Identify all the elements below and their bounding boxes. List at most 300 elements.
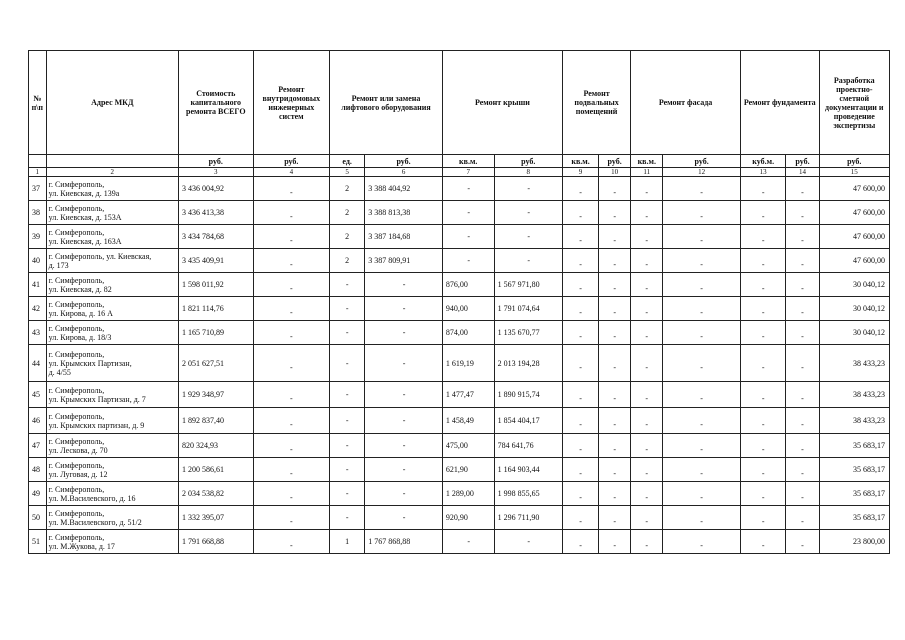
design-cell: 47 600,00: [819, 177, 889, 201]
row-number: 50: [29, 506, 47, 530]
total-cell: 1 892 837,40: [179, 408, 254, 434]
lift-sum-cell: -: [365, 382, 443, 408]
facade-sum-cell: [663, 225, 741, 249]
design-cell: 35 683,17: [819, 458, 889, 482]
roof-area-cell: 876,00: [442, 273, 494, 297]
basement-area-cell: [562, 249, 598, 273]
lift-sum-cell: 3 388 404,92: [365, 177, 443, 201]
roof-area-cell: 621,90: [442, 458, 494, 482]
dash-mark: -: [645, 308, 649, 317]
total-cell: 1 821 114,76: [179, 297, 254, 321]
address-cell: г. Симферополь, ул. Киевская, д. 153А: [46, 201, 178, 225]
address-cell: г. Симферополь, ул. М.Василевского, д. 51/2: [46, 506, 178, 530]
basement-area-cell: [562, 201, 598, 225]
header-no: № п\п: [29, 51, 47, 155]
foundation-vol-cell: [740, 297, 786, 321]
facade-area-cell: [631, 297, 663, 321]
facade-sum-cell: [663, 201, 741, 225]
dash-mark: -: [613, 469, 616, 478]
dash-mark: -: [700, 445, 703, 454]
total-cell: 820 324,93: [179, 434, 254, 458]
basement-area-cell: [562, 297, 598, 321]
header-roof: Ремонт крыши: [442, 51, 562, 155]
dash-mark: -: [761, 394, 765, 403]
header-foundation: Ремонт фундамента: [740, 51, 819, 155]
foundation-vol-cell: [740, 249, 786, 273]
engineering-cell: [253, 434, 330, 458]
address-cell: г. Симферополь, ул. Луговая, д. 12: [46, 458, 178, 482]
dash-mark: -: [289, 308, 293, 317]
roof-area-cell: -: [442, 177, 494, 201]
basement-sum-cell: [599, 273, 631, 297]
row-number: 49: [29, 482, 47, 506]
lift-sum-cell: 3 388 813,38: [365, 201, 443, 225]
column-number: 8: [494, 168, 562, 177]
dash-mark: -: [289, 362, 293, 372]
facade-sum-cell: [663, 382, 741, 408]
dash-mark: -: [700, 517, 703, 526]
lift-qty-cell: 2: [330, 249, 365, 273]
lift-qty-cell: -: [330, 482, 365, 506]
row-number: 41: [29, 273, 47, 297]
dash-mark: -: [801, 469, 804, 478]
foundation-vol-cell: [740, 225, 786, 249]
dash-mark: -: [801, 332, 804, 341]
lift-qty-cell: -: [330, 434, 365, 458]
dash-mark: -: [761, 493, 765, 502]
row-number: 37: [29, 177, 47, 201]
dash-mark: -: [801, 362, 804, 372]
unit-cell: кв.м.: [442, 155, 494, 168]
total-cell: 1 929 348,97: [179, 382, 254, 408]
dash-mark: -: [761, 517, 765, 526]
foundation-sum-cell: [786, 434, 819, 458]
dash-mark: -: [801, 420, 804, 429]
dash-mark: -: [289, 420, 293, 429]
roof-sum-cell: -: [494, 201, 562, 225]
foundation-sum-cell: [786, 458, 819, 482]
dash-mark: -: [289, 260, 293, 269]
basement-area-cell: [562, 273, 598, 297]
facade-sum-cell: [663, 530, 741, 554]
dash-mark: -: [700, 236, 703, 245]
lift-sum-cell: 3 387 184,68: [365, 225, 443, 249]
column-number: 13: [740, 168, 786, 177]
unit-cell: руб.: [599, 155, 631, 168]
dash-mark: -: [289, 332, 293, 341]
foundation-vol-cell: [740, 345, 786, 382]
column-number: 7: [442, 168, 494, 177]
lift-qty-cell: 2: [330, 201, 365, 225]
lift-qty-cell: -: [330, 382, 365, 408]
dash-mark: -: [801, 188, 804, 197]
lift-qty-cell: 2: [330, 177, 365, 201]
dash-mark: -: [801, 541, 804, 550]
roof-sum-cell: -: [494, 225, 562, 249]
basement-sum-cell: [599, 506, 631, 530]
foundation-vol-cell: [740, 273, 786, 297]
foundation-vol-cell: [740, 408, 786, 434]
foundation-sum-cell: [786, 297, 819, 321]
row-number: 39: [29, 225, 47, 249]
design-cell: 30 040,12: [819, 273, 889, 297]
foundation-vol-cell: [740, 177, 786, 201]
dash-mark: -: [579, 236, 582, 245]
column-number: 15: [819, 168, 889, 177]
roof-sum-cell: -: [494, 249, 562, 273]
lift-sum-cell: 3 387 809,91: [365, 249, 443, 273]
table-row: [29, 321, 890, 345]
dash-mark: -: [579, 394, 582, 403]
unit-cell: руб.: [494, 155, 562, 168]
roof-sum-cell: 1 135 670,77: [494, 321, 562, 345]
roof-area-cell: -: [442, 530, 494, 554]
engineering-cell: [253, 482, 330, 506]
total-cell: 1 165 710,89: [179, 321, 254, 345]
column-number: 5: [330, 168, 365, 177]
dash-mark: -: [761, 308, 765, 317]
facade-area-cell: [631, 321, 663, 345]
roof-sum-cell: 1 854 404,17: [494, 408, 562, 434]
unit-cell: кв.м.: [631, 155, 663, 168]
dash-mark: -: [801, 394, 804, 403]
facade-sum-cell: [663, 177, 741, 201]
dash-mark: -: [579, 308, 582, 317]
dash-mark: -: [761, 541, 765, 550]
facade-area-cell: [631, 273, 663, 297]
unit-cell: руб.: [253, 155, 330, 168]
engineering-cell: [253, 345, 330, 382]
row-number: 45: [29, 382, 47, 408]
lift-qty-cell: -: [330, 458, 365, 482]
dash-mark: -: [613, 188, 616, 197]
dash-mark: -: [289, 188, 293, 197]
dash-mark: -: [613, 284, 616, 293]
roof-area-cell: -: [442, 201, 494, 225]
facade-sum-cell: [663, 297, 741, 321]
roof-area-cell: 1 477,47: [442, 382, 494, 408]
roof-sum-cell: 784 641,76: [494, 434, 562, 458]
dash-mark: -: [645, 188, 649, 197]
table-row: [29, 434, 890, 458]
column-number: 12: [663, 168, 741, 177]
design-cell: 38 433,23: [819, 345, 889, 382]
dash-mark: -: [645, 212, 649, 221]
basement-area-cell: [562, 482, 598, 506]
facade-area-cell: [631, 506, 663, 530]
address-cell: г. Симферополь, ул. Киевская, д. 163А: [46, 225, 178, 249]
column-number: 11: [631, 168, 663, 177]
roof-sum-cell: 1 567 971,80: [494, 273, 562, 297]
dash-mark: -: [801, 236, 804, 245]
engineering-cell: [253, 408, 330, 434]
dash-mark: -: [700, 469, 703, 478]
total-cell: 3 435 409,91: [179, 249, 254, 273]
unit-cell: руб.: [819, 155, 889, 168]
foundation-vol-cell: [740, 458, 786, 482]
basement-sum-cell: [599, 382, 631, 408]
foundation-sum-cell: [786, 408, 819, 434]
dash-mark: -: [579, 541, 582, 550]
unit-cell: кв.м.: [562, 155, 598, 168]
foundation-sum-cell: [786, 506, 819, 530]
basement-sum-cell: [599, 408, 631, 434]
lift-sum-cell: -: [365, 345, 443, 382]
total-cell: 3 436 413,38: [179, 201, 254, 225]
header-row: [29, 51, 890, 155]
design-cell: 38 433,23: [819, 382, 889, 408]
facade-sum-cell: [663, 506, 741, 530]
foundation-vol-cell: [740, 201, 786, 225]
dash-mark: -: [801, 493, 804, 502]
dash-mark: -: [700, 541, 703, 550]
dash-mark: -: [289, 517, 293, 526]
lift-qty-cell: -: [330, 321, 365, 345]
lift-qty-cell: -: [330, 408, 365, 434]
facade-sum-cell: [663, 321, 741, 345]
design-cell: 38 433,23: [819, 408, 889, 434]
row-number: 51: [29, 530, 47, 554]
row-number: 43: [29, 321, 47, 345]
dash-mark: -: [700, 394, 703, 403]
dash-mark: -: [613, 236, 616, 245]
row-number: 42: [29, 297, 47, 321]
basement-sum-cell: [599, 530, 631, 554]
lift-sum-cell: -: [365, 506, 443, 530]
dash-mark: -: [579, 420, 582, 429]
facade-area-cell: [631, 345, 663, 382]
roof-sum-cell: 1 296 711,90: [494, 506, 562, 530]
dash-mark: -: [289, 469, 293, 478]
row-number: 44: [29, 345, 47, 382]
address-cell: г. Симферополь, ул. Крымских Партизан, д. 4/55: [46, 345, 178, 382]
dash-mark: -: [289, 284, 293, 293]
facade-area-cell: [631, 530, 663, 554]
lift-qty-cell: -: [330, 345, 365, 382]
design-cell: 35 683,17: [819, 482, 889, 506]
units-row: [29, 155, 890, 168]
basement-area-cell: [562, 321, 598, 345]
dash-mark: -: [801, 212, 804, 221]
engineering-cell: [253, 382, 330, 408]
dash-mark: -: [700, 362, 703, 372]
basement-sum-cell: [599, 434, 631, 458]
dash-mark: -: [289, 212, 293, 221]
dash-mark: -: [645, 420, 649, 429]
dash-mark: -: [289, 493, 293, 502]
dash-mark: -: [761, 260, 765, 269]
basement-sum-cell: [599, 458, 631, 482]
roof-area-cell: 940,00: [442, 297, 494, 321]
dash-mark: -: [761, 188, 765, 197]
header-engineering: Ремонт внутридомовых инженерных систем: [253, 51, 330, 155]
facade-area-cell: [631, 434, 663, 458]
basement-sum-cell: [599, 201, 631, 225]
facade-area-cell: [631, 382, 663, 408]
address-cell: г. Симферополь, ул. Киевская, д. 82: [46, 273, 178, 297]
basement-sum-cell: [599, 225, 631, 249]
basement-area-cell: [562, 530, 598, 554]
row-number: 38: [29, 201, 47, 225]
foundation-sum-cell: [786, 225, 819, 249]
facade-sum-cell: [663, 249, 741, 273]
roof-sum-cell: 2 013 194,28: [494, 345, 562, 382]
basement-area-cell: [562, 177, 598, 201]
dash-mark: -: [761, 332, 765, 341]
dash-mark: -: [645, 445, 649, 454]
row-number: 40: [29, 249, 47, 273]
engineering-cell: [253, 458, 330, 482]
dash-mark: -: [579, 493, 582, 502]
dash-mark: -: [700, 308, 703, 317]
dash-mark: -: [579, 362, 582, 372]
unit-cell: руб.: [663, 155, 741, 168]
dash-mark: -: [645, 236, 649, 245]
dash-mark: -: [579, 445, 582, 454]
basement-sum-cell: [599, 297, 631, 321]
facade-sum-cell: [663, 434, 741, 458]
lift-qty-cell: -: [330, 297, 365, 321]
lift-sum-cell: -: [365, 434, 443, 458]
roof-sum-cell: -: [494, 530, 562, 554]
header-design: Разработка проектно-сметной документации и проведение экспертизы: [819, 51, 889, 155]
total-cell: 1 598 011,92: [179, 273, 254, 297]
dash-mark: -: [613, 394, 616, 403]
column-number: 10: [599, 168, 631, 177]
lift-sum-cell: -: [365, 273, 443, 297]
foundation-sum-cell: [786, 382, 819, 408]
table-row: [29, 297, 890, 321]
roof-area-cell: 1 289,00: [442, 482, 494, 506]
total-cell: 1 200 586,61: [179, 458, 254, 482]
lift-sum-cell: -: [365, 408, 443, 434]
basement-sum-cell: [599, 249, 631, 273]
roof-area-cell: 874,00: [442, 321, 494, 345]
unit-cell: руб.: [365, 155, 443, 168]
address-cell: г. Симферополь, ул. М.Василевского, д. 16: [46, 482, 178, 506]
total-cell: 2 034 538,82: [179, 482, 254, 506]
dash-mark: -: [613, 445, 616, 454]
design-cell: 23 800,00: [819, 530, 889, 554]
dash-mark: -: [761, 236, 765, 245]
table-row: [29, 506, 890, 530]
table-row: [29, 382, 890, 408]
basement-sum-cell: [599, 177, 631, 201]
roof-sum-cell: 1 998 855,65: [494, 482, 562, 506]
dash-mark: -: [761, 362, 765, 372]
engineering-cell: [253, 273, 330, 297]
design-cell: 47 600,00: [819, 249, 889, 273]
dash-mark: -: [645, 362, 649, 372]
dash-mark: -: [645, 260, 649, 269]
column-number: 6: [365, 168, 443, 177]
foundation-sum-cell: [786, 530, 819, 554]
dash-mark: -: [761, 420, 765, 429]
foundation-vol-cell: [740, 506, 786, 530]
total-cell: 1 791 668,88: [179, 530, 254, 554]
engineering-cell: [253, 201, 330, 225]
dash-mark: -: [613, 212, 616, 221]
dash-mark: -: [761, 284, 765, 293]
dash-mark: -: [579, 332, 582, 341]
column-number: 1: [29, 168, 47, 177]
roof-area-cell: 475,00: [442, 434, 494, 458]
dash-mark: -: [700, 332, 703, 341]
address-cell: г. Симферополь, ул. Лескова, д. 70: [46, 434, 178, 458]
dash-mark: -: [579, 517, 582, 526]
foundation-vol-cell: [740, 321, 786, 345]
dash-mark: -: [645, 541, 649, 550]
roof-sum-cell: 1 791 074,64: [494, 297, 562, 321]
roof-sum-cell: -: [494, 177, 562, 201]
design-cell: 30 040,12: [819, 297, 889, 321]
row-number: 48: [29, 458, 47, 482]
address-cell: г. Симферополь, ул. Киевская, д. 173: [46, 249, 178, 273]
column-number: 2: [46, 168, 178, 177]
unit-cell: руб.: [179, 155, 254, 168]
dash-mark: -: [289, 445, 293, 454]
total-cell: 3 434 784,68: [179, 225, 254, 249]
dash-mark: -: [801, 308, 804, 317]
table-row: [29, 530, 890, 554]
dash-mark: -: [761, 469, 765, 478]
dash-mark: -: [700, 284, 703, 293]
dash-mark: -: [801, 284, 804, 293]
table-row: [29, 345, 890, 382]
dash-mark: -: [700, 188, 703, 197]
design-cell: 35 683,17: [819, 506, 889, 530]
facade-sum-cell: [663, 408, 741, 434]
dash-mark: -: [579, 284, 582, 293]
foundation-sum-cell: [786, 321, 819, 345]
foundation-sum-cell: [786, 201, 819, 225]
lift-sum-cell: -: [365, 458, 443, 482]
lift-sum-cell: 1 767 868,88: [365, 530, 443, 554]
basement-area-cell: [562, 408, 598, 434]
foundation-sum-cell: [786, 177, 819, 201]
dash-mark: -: [801, 445, 804, 454]
dash-mark: -: [579, 212, 582, 221]
dash-mark: -: [579, 188, 582, 197]
lift-sum-cell: -: [365, 321, 443, 345]
dash-mark: -: [700, 260, 703, 269]
dash-mark: -: [645, 332, 649, 341]
header-total: Стоимость капитального ремонта ВСЕГО: [179, 51, 254, 155]
foundation-vol-cell: [740, 434, 786, 458]
dash-mark: -: [761, 212, 765, 221]
foundation-sum-cell: [786, 273, 819, 297]
column-number: 4: [253, 168, 330, 177]
address-cell: г. Симферополь, ул. М.Жукова, д. 17: [46, 530, 178, 554]
foundation-sum-cell: [786, 345, 819, 382]
table-row: [29, 482, 890, 506]
table-row: [29, 177, 890, 201]
facade-sum-cell: [663, 345, 741, 382]
roof-area-cell: 1 458,49: [442, 408, 494, 434]
address-cell: г. Симферополь, ул. Кирова, д. 16 А: [46, 297, 178, 321]
lift-qty-cell: -: [330, 506, 365, 530]
engineering-cell: [253, 530, 330, 554]
foundation-vol-cell: [740, 382, 786, 408]
lift-sum-cell: -: [365, 297, 443, 321]
engineering-cell: [253, 177, 330, 201]
foundation-sum-cell: [786, 249, 819, 273]
dash-mark: -: [613, 517, 616, 526]
basement-area-cell: [562, 506, 598, 530]
dash-mark: -: [289, 541, 293, 550]
unit-cell: [29, 155, 47, 168]
dash-mark: -: [613, 541, 616, 550]
